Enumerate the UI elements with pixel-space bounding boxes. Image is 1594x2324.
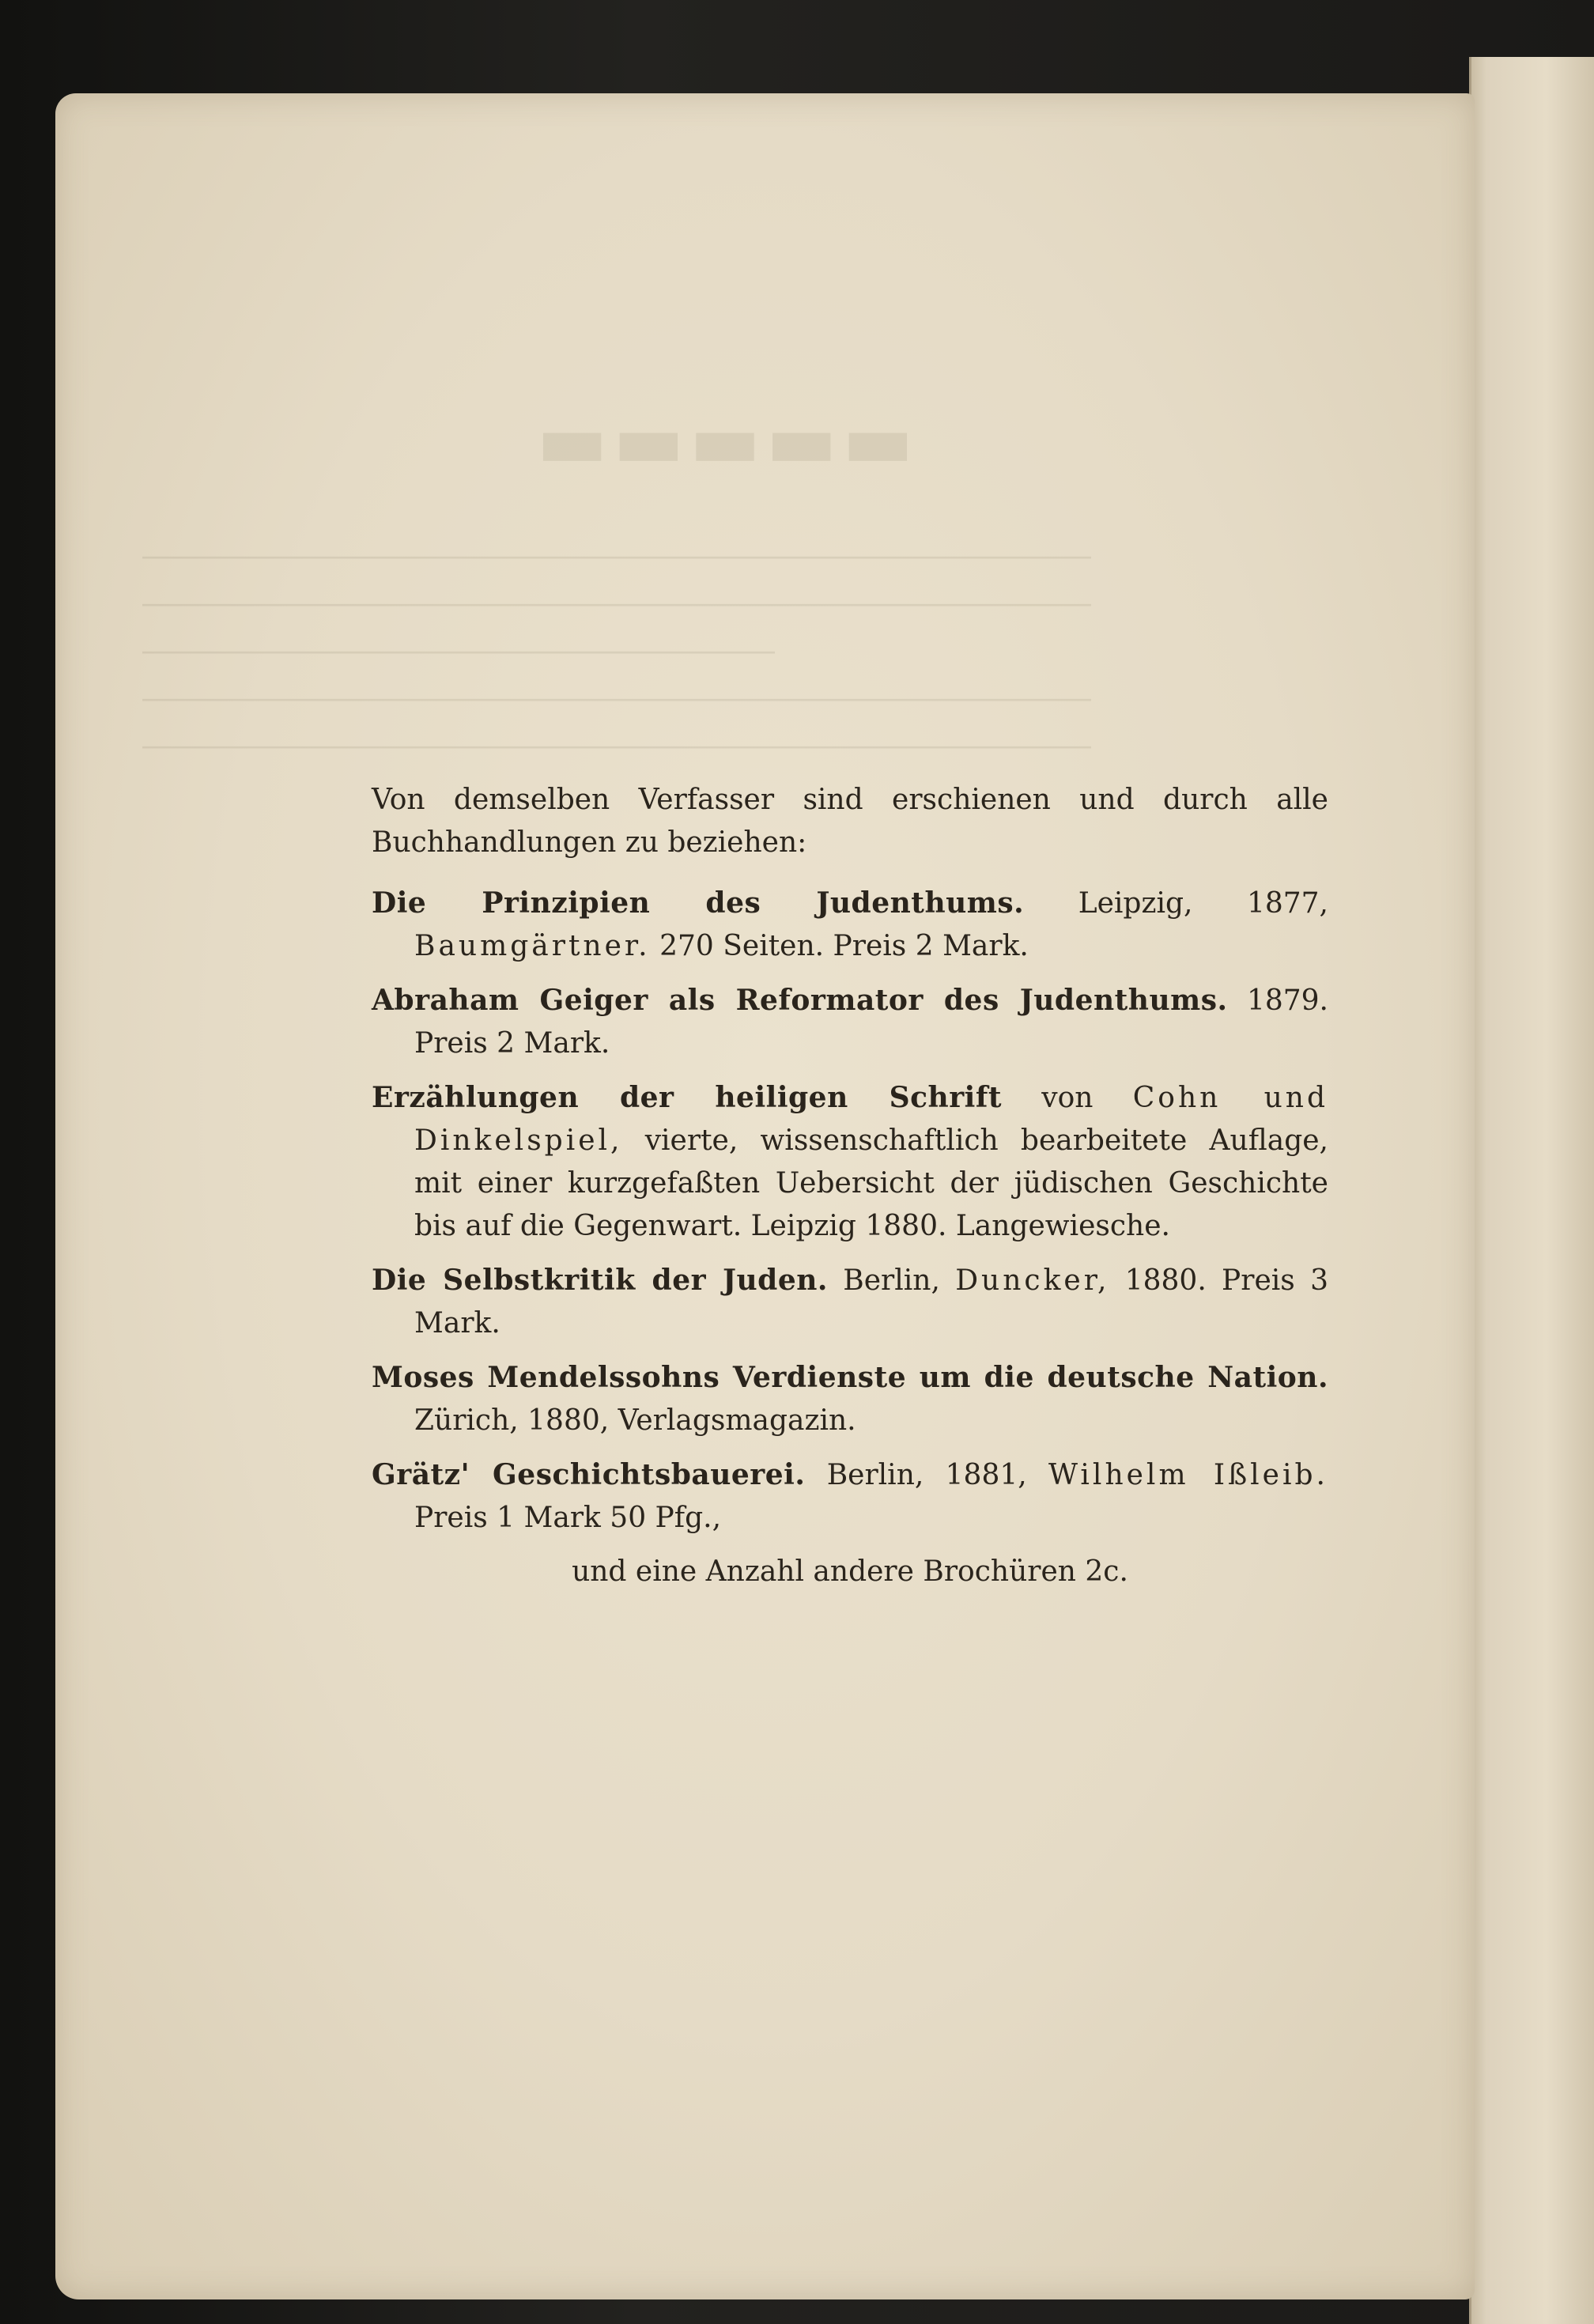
- list-item: [372, 1453, 1328, 1540]
- entry-title: Moses Mendelssohns Verdienste um die deutsche Nation.: [372, 1361, 1328, 1394]
- entry-title: Die Prinzipien des Judenthums.: [372, 886, 1025, 920]
- entry-publisher: Baumgärtner.: [414, 930, 651, 962]
- list-item: [372, 1259, 1328, 1345]
- entry-details-cont: 1880. Preis 3 Mark.: [414, 1264, 1328, 1340]
- entry-title: Abraham Geiger als Reformator des Judenthums.: [372, 984, 1228, 1017]
- entry-authors: Cohn und Dinkelspiel,: [414, 1082, 1328, 1157]
- entry-details: Berlin, 1881,: [826, 1459, 1027, 1491]
- closing-text: und eine Anzahl andere Brochüren 2c.: [572, 1555, 1128, 1588]
- list-item: [372, 1076, 1328, 1248]
- list-item: [372, 882, 1328, 968]
- entry-details-cont: Preis 1 Mark 50 Pfg.,: [414, 1502, 722, 1534]
- entry-publisher: Duncker,: [955, 1264, 1110, 1297]
- entry-details: 1879. Preis 2 Mark.: [414, 984, 1328, 1060]
- entry-details-cont: vierte, wissenschaftlich bearbeitete Auflage, mit einer kurzgefaßten Uebersicht der jüdischen Geschichte bis auf die Gegenwart. Leipzig 1880. Langewiesche.: [414, 1124, 1328, 1242]
- entry-title: Erzählungen der heiligen Schrift: [372, 1081, 1002, 1114]
- entry-publisher: Wilhelm Ißleib.: [1048, 1459, 1328, 1491]
- entry-details: Zürich, 1880, Verlagsmagazin.: [414, 1404, 856, 1437]
- entry-title: Grätz' Geschichtsbauerei.: [372, 1458, 806, 1491]
- entry-details: von: [1041, 1082, 1094, 1114]
- entry-title: Die Selbstkritik der Juden.: [372, 1264, 828, 1297]
- entry-details: Leipzig, 1877,: [1078, 887, 1329, 920]
- list-item: [372, 1356, 1328, 1442]
- intro-text: Von demselben Verfasser sind erschienen und durch alle Buchhandlungen zu beziehen:: [372, 784, 1328, 859]
- facing-page-edge: [1469, 57, 1594, 2324]
- entry-details-cont: 270 Seiten. Preis 2 Mark.: [659, 930, 1029, 962]
- list-item: [372, 979, 1328, 1065]
- entry-details: Berlin,: [843, 1264, 940, 1297]
- book-list: [372, 779, 1328, 1622]
